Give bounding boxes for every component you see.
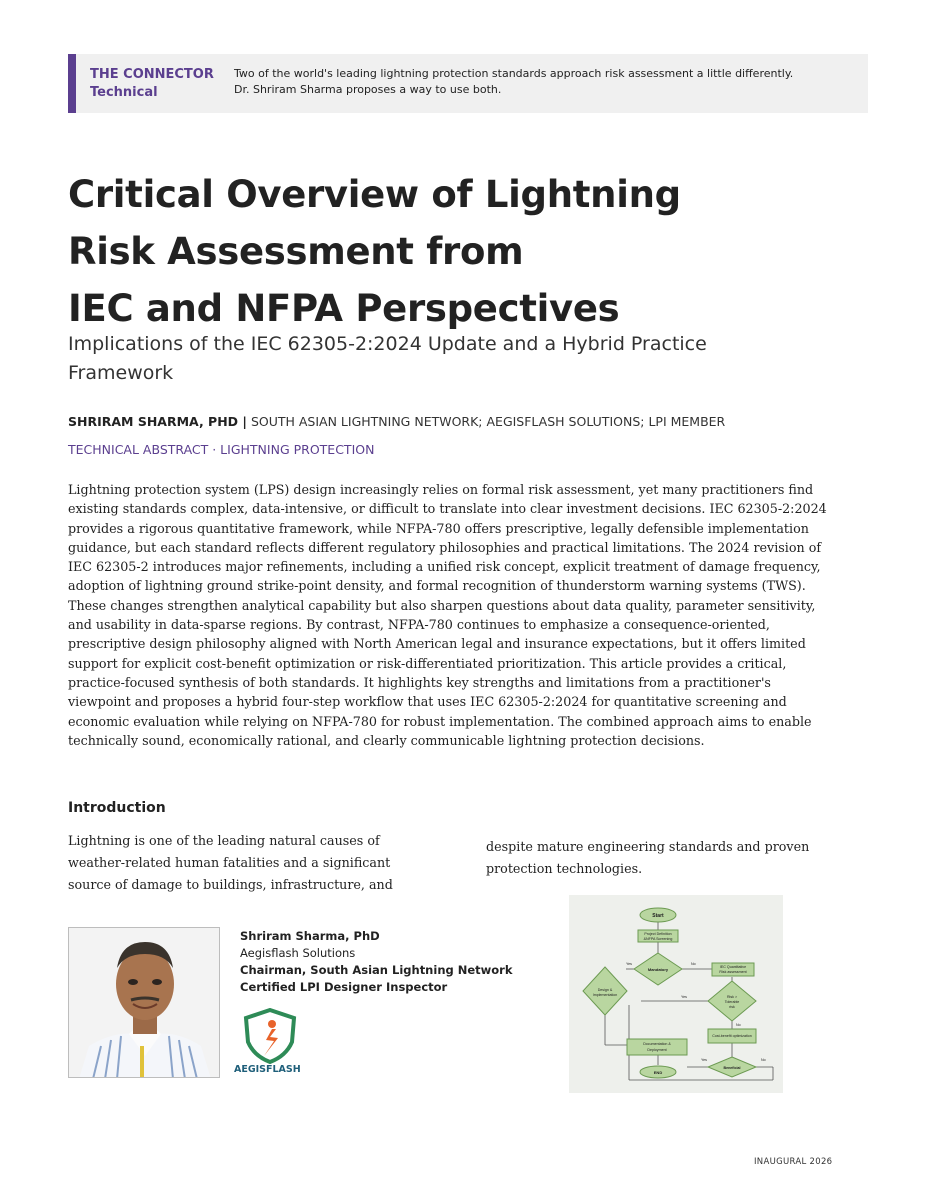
author-affiliation: SOUTH ASIAN LIGHTNING NETWORK; AEGISFLASH SOLUTIONS; LPI MEMBER	[246, 414, 726, 429]
abstract-paragraph: Lightning protection system (LPS) design increasingly relies on formal risk assessment, yet many practitioners find existing standards complex, data-intensive, or difficult to translate into clear investment decisions. IEC 62305-2:2024 provides a rigorous quantitative framework, while NFPA-780 offers prescriptive, legally defensible implementation guidance, but each standard reflects different regulatory philosophies and practical limitations. The 2024 revision of IEC 62305-2 introduces major refinements, including a unified risk concept, explicit treatment of damage frequency, adoption of lightning ground strike-point density, and formal recognition of thunderstorm warning systems (TWS). These changes strengthen analytical capability but also sharpen questions about data quality, parameter sensitivity, and usability in data-sparse regions. By contrast, NFPA-780 continues to emphasize a consequence-oriented, prescriptive design philosophy aligned with North American legal and insurance expectations, but it offers limited support for explicit cost-benefit optimization or risk-differentiated prioritization. This article provides a critical, practice-focused synthesis of both standards. It highlights key strengths and limitations from a practitioner's viewpoint and proposes a hybrid four-step workflow that uses IEC 62305-2:2024 for quantitative screening and economic evaluation while relying on NFPA-780 for robust implementation. The combined approach aims to enable technically sound, economically rational, and clearly communicable lightning protection decisions.	[68, 482, 827, 748]
flow-decision-beneficial: Beneficial	[723, 1066, 741, 1070]
flow-yes-label: Yes	[626, 962, 632, 966]
subtitle-line: Framework	[68, 362, 174, 384]
page-footer: INAUGURAL 2026	[754, 1157, 833, 1167]
flow-no-label: No	[691, 962, 696, 966]
flow-no-label: No	[736, 1023, 741, 1027]
flowchart-figure	[569, 895, 783, 1093]
subtitle-line: Implications of the IEC 62305-2:2024 Update and a Hybrid Practice	[68, 333, 707, 355]
author-name: SHRIRAM SHARMA, PHD |	[68, 414, 247, 429]
banner-accent-bar	[68, 54, 76, 113]
banner-description-line: Dr. Shriram Sharma proposes a way to use both.	[234, 83, 502, 96]
flow-step-label: Deployment	[647, 1048, 667, 1052]
flow-step-label: IEC Quantitative	[719, 965, 747, 969]
flow-decision-risk: risk	[729, 1005, 735, 1009]
title-line: Risk Assessment from	[68, 230, 524, 273]
flow-step-label: Project Definition	[644, 932, 672, 936]
bio-company: Aegisflash Solutions	[240, 946, 356, 960]
bio-certification: Certified LPI Designer Inspector	[240, 980, 448, 994]
flow-step-label: Cost-benefit optimization	[712, 1034, 752, 1038]
flow-step-label: Design &	[597, 988, 613, 992]
article-kicker: TECHNICAL ABSTRACT · LIGHTNING PROTECTION	[68, 442, 375, 457]
logo-wordmark: AEGISFLASH	[234, 1064, 301, 1075]
banner-description-line: Two of the world's leading lightning protection standards approach risk assessment a little differently.	[234, 67, 794, 80]
byline	[68, 414, 725, 429]
banner-tag	[90, 66, 214, 102]
introduction-heading: Introduction	[68, 800, 166, 816]
title-line: Critical Overview of Lightning	[68, 173, 681, 216]
section-category: Technical	[90, 85, 158, 100]
article-subtitle	[68, 330, 828, 388]
flow-step-label: Implementation	[592, 993, 618, 997]
flow-no-label: No	[761, 1058, 766, 1062]
bio-role: Chairman, South Asian Lightning Network	[240, 963, 513, 977]
banner-description	[234, 66, 793, 98]
bio-name: Shriram Sharma, PhD	[240, 929, 380, 943]
flow-step-label: Documentation &	[643, 1042, 671, 1046]
introduction-column-2: despite mature engineering standards and proven protection technologies.	[486, 839, 810, 876]
flow-decision-risk: Tolerable	[724, 1000, 740, 1004]
title-line: IEC and NFPA Perspectives	[68, 287, 620, 330]
flow-decision-mandatory: Mandatory	[647, 967, 669, 972]
introduction-column-1: Lightning is one of the leading natural causes of weather-related human fatalities and a significant source of damage to buildings, infrastructure, and	[68, 833, 393, 892]
article-title	[68, 166, 828, 337]
author-bio	[240, 928, 513, 996]
flow-yes-label: Yes	[681, 995, 687, 999]
flow-step-label: Risk assessment	[719, 970, 747, 974]
flow-end: END	[653, 1070, 663, 1075]
section-banner	[68, 54, 868, 113]
flow-step-label: &NFPA Screening	[643, 937, 673, 941]
flow-decision-risk: Risk >	[726, 995, 738, 999]
author-photo	[68, 927, 220, 1078]
section-name: THE CONNECTOR	[90, 67, 214, 82]
flow-start: Start	[652, 913, 664, 919]
flow-yes-label: Yes	[701, 1058, 707, 1062]
